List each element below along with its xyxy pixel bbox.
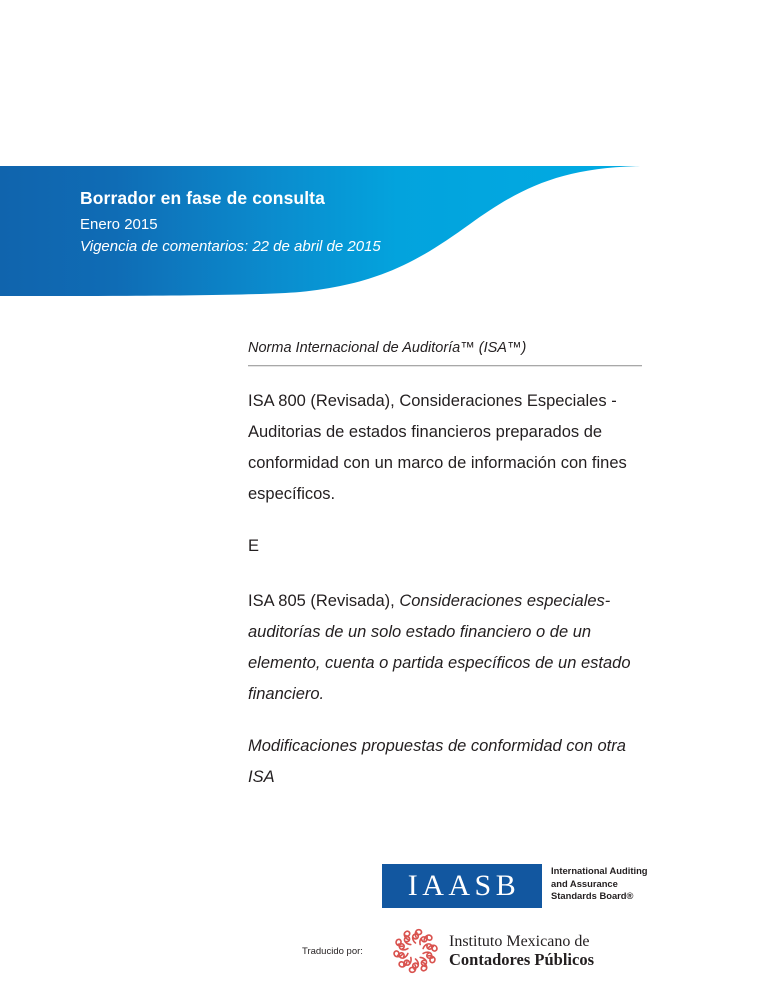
iaasb-tagline-line-2: and Assurance: [551, 877, 618, 889]
imcp-name-line-1: Instituto Mexicano de: [449, 932, 590, 950]
conforming-amendments-title: Modificaciones propuestas de conformidad con otra ISA: [248, 737, 626, 786]
imcp-name: [449, 933, 594, 969]
isa-800-title: ISA 800 (Revisada), Consideraciones Especiales - Auditorias de estados financieros preparados de conformidad con un marco de información con fines específicos.: [248, 392, 627, 503]
iaasb-tagline: [551, 865, 648, 903]
translator-label: Traducido por:: [302, 946, 363, 957]
isa-805-title-prefix: ISA 805 (Revisada),: [248, 592, 400, 610]
banner-text-group: [80, 190, 381, 254]
iaasb-tagline-line-1: International Auditing: [551, 865, 648, 876]
title-divider: [248, 365, 642, 367]
iaasb-wordmark-text: IAASB: [407, 869, 521, 902]
iaasb-logo: [382, 864, 648, 908]
imcp-sunburst-icon: [388, 925, 443, 977]
document-content: [248, 340, 642, 814]
imcp-logo: [388, 925, 594, 977]
imcp-name-line-2: Contadores Públicos: [449, 949, 595, 969]
iaasb-wordmark-box: [382, 864, 542, 908]
banner-title: Borrador en fase de consulta: [80, 188, 325, 208]
iaasb-tagline-line-3: Standards Board®: [551, 890, 634, 902]
conjunction-label: E: [248, 537, 260, 555]
standard-series-label: Norma Internacional de Auditoría™ (ISA™): [248, 340, 527, 356]
banner-date: Enero 2015: [80, 215, 158, 233]
banner-comment-deadline: Vigencia de comentarios: 22 de abril de 2015: [80, 237, 381, 255]
isa-805-title-body: Consideraciones especiales- auditorías de un solo estado financiero o de un elemento, cuenta o partida específicos de un estado financiero.: [248, 592, 631, 703]
header-banner: [0, 166, 640, 296]
isa-805-title: [248, 586, 642, 710]
